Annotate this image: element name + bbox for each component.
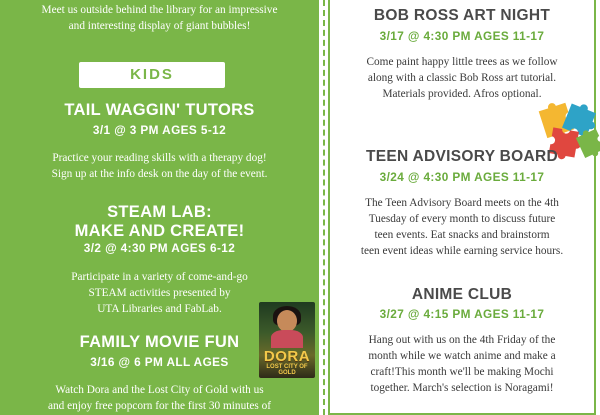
description-line: teen events. Eat snacks and brainstorm (374, 229, 550, 241)
event-subtitle: 3/16 @ 6 PM ALL AGES (90, 355, 229, 369)
description-line: Watch Dora and the Lost City of Gold with us (55, 384, 264, 396)
poster-logo-sub: LOST CITY OF GOLD (266, 364, 308, 376)
event-title-line: STEAM LAB: (107, 203, 212, 221)
description-line: UTA Libraries and FabLab. (97, 303, 222, 315)
event-subtitle: 3/17 @ 4:30 PM AGES 11-17 (379, 29, 545, 43)
description-line: Hang out with us on the 4th Friday of the (368, 334, 556, 346)
kids-section-label: KIDS (79, 62, 225, 88)
event-description (328, 332, 596, 396)
description-line: and enjoy free popcorn for the first 30 minutes of (47, 400, 272, 412)
poster-figure-face (277, 310, 297, 332)
description-line: Come paint happy little trees as we follow (366, 56, 558, 68)
event-description (0, 382, 319, 414)
event-subtitle: 3/24 @ 4:30 PM AGES 11-17 (379, 170, 545, 184)
description-line: Participate in a variety of come-and-go (71, 271, 248, 283)
column-divider (323, 0, 325, 415)
event-subtitle: 3/27 @ 4:15 PM AGES 11-17 (379, 307, 545, 321)
movie-poster-image (259, 302, 315, 378)
description-line: Sign up at the info desk on the day of the event. (51, 168, 268, 180)
description-line: The Teen Advisory Board meets on the 4th (365, 197, 559, 209)
description-line: craft!This month we'll be making Mochi (370, 366, 554, 378)
event-title: BOB ROSS ART NIGHT (373, 7, 551, 24)
description-line: Practice your reading skills with a therapy dog! (52, 152, 267, 164)
event-subtitle: 3/2 @ 4:30 PM AGES 6-12 (83, 241, 236, 255)
event-title-line: FAMILY MOVIE FUN (79, 333, 240, 351)
event-title: TEEN ADVISORY BOARD (365, 148, 558, 165)
description-line: together. March's selection is Noragami! (370, 382, 554, 394)
event-title: ANIME CLUB (411, 286, 513, 303)
event-description (328, 195, 596, 259)
event-subtitle: 3/1 @ 3 PM AGES 5-12 (92, 123, 227, 137)
event-title (0, 101, 319, 120)
event-title-line: TAIL WAGGIN' TUTORS (64, 101, 255, 119)
poster-logo: DORA (263, 348, 311, 365)
description-line: month while we watch anime and make a (368, 350, 556, 362)
event-title-line: MAKE AND CREATE! (74, 222, 245, 240)
intro-line: Meet us outside behind the library for an impressive (41, 4, 278, 16)
description-line: Tuesday of every month to discuss future (368, 213, 556, 225)
event-description (0, 150, 319, 182)
poster-figure-body (271, 330, 303, 348)
intro-text (0, 2, 319, 34)
description-line: teen event ideas while earning service hours. (360, 245, 564, 257)
description-line: Materials provided. Afros optional. (382, 88, 542, 100)
event-description (328, 54, 596, 102)
intro-line: and interesting display of giant bubbles! (68, 20, 251, 32)
description-line: STEAM activities presented by (88, 287, 231, 299)
description-line: along with a classic Bob Ross art tutorial. (367, 72, 557, 84)
event-title (0, 203, 319, 241)
